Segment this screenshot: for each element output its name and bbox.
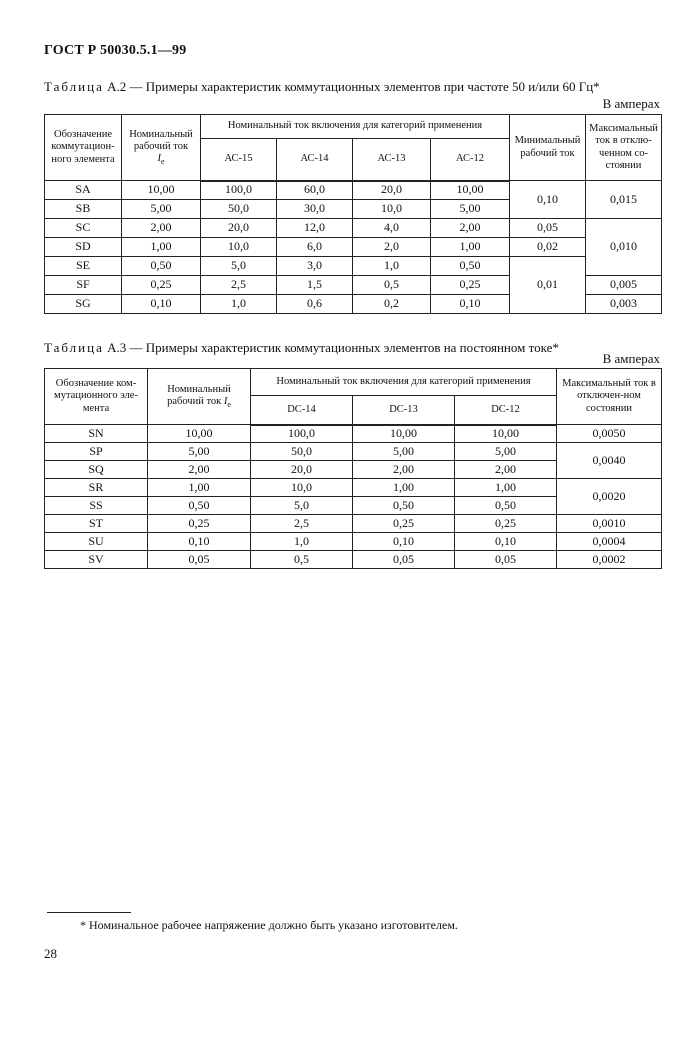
- table-cell: 0,5: [353, 276, 431, 295]
- table-a2-max-value: 0,010: [586, 219, 662, 276]
- table-cell: 0,05: [353, 551, 455, 569]
- table-row: [45, 533, 662, 551]
- table-cell: 10,0: [251, 479, 353, 497]
- table-cell: 0,10: [148, 533, 251, 551]
- table-cell: 5,00: [455, 443, 557, 461]
- table-cell: 0,6: [277, 295, 353, 314]
- table-a3-caption: [44, 340, 559, 356]
- table-cell: 4,0: [353, 219, 431, 238]
- table-a2-max-value: 0,005: [586, 276, 662, 295]
- table-cell: 2,0: [353, 238, 431, 257]
- table-row: [45, 238, 662, 257]
- table-row: [45, 551, 662, 569]
- table-cell: 0,05: [455, 551, 557, 569]
- table-cell: SE: [45, 257, 122, 276]
- table-cell: SD: [45, 238, 122, 257]
- table-cell: SA: [45, 181, 122, 200]
- table-row: [45, 515, 662, 533]
- table-a3-category-dc13: DC-13: [353, 396, 455, 425]
- table-cell: 1,5: [277, 276, 353, 295]
- page-number: 28: [44, 946, 57, 961]
- table-cell: 5,00: [122, 200, 201, 219]
- table-a2-units: В амперах: [602, 96, 660, 111]
- table-a3-max-value: 0,0020: [557, 479, 662, 515]
- footnote-divider: [47, 912, 131, 913]
- table-a3-max-value: 0,0004: [557, 533, 662, 551]
- table-cell: 1,00: [122, 238, 201, 257]
- table-a2-rated-current-label: Номинальный рабочий ток: [129, 128, 193, 152]
- table-cell: 0,5: [251, 551, 353, 569]
- table-cell: 2,5: [251, 515, 353, 533]
- table-a2-category-ac13: АС-13: [353, 139, 431, 181]
- table-cell: 60,0: [277, 181, 353, 200]
- table-a3-designation-header: Обозначение ком-мутационного эле-мента: [45, 369, 148, 425]
- table-a3-category-dc14: DC-14: [251, 396, 353, 425]
- table-cell: SB: [45, 200, 122, 219]
- table-cell: 50,0: [201, 200, 277, 219]
- table-cell: 10,00: [353, 425, 455, 443]
- table-row: [45, 219, 662, 238]
- table-a2-rated-current-sub: e: [160, 157, 165, 167]
- table-cell: SN: [45, 425, 148, 443]
- table-cell: 5,00: [431, 200, 510, 219]
- table-a2-header-row: [45, 115, 662, 139]
- table-a3-rated-current-header: [148, 369, 251, 425]
- table-a2-min-value: 0,05: [510, 219, 586, 238]
- table-row: [45, 443, 662, 461]
- table-a3: [44, 368, 662, 569]
- table-cell: 1,0: [251, 533, 353, 551]
- table-cell: 20,0: [251, 461, 353, 479]
- table-cell: 0,25: [148, 515, 251, 533]
- table-cell: 0,10: [455, 533, 557, 551]
- footnote: * Номинальное рабочее напряжение должно быть указано изготовителем.: [80, 918, 458, 932]
- table-cell: 0,2: [353, 295, 431, 314]
- table-cell: 3,0: [277, 257, 353, 276]
- table-a2-max-value: 0,015: [586, 181, 662, 219]
- table-cell: SC: [45, 219, 122, 238]
- table-cell: 1,00: [353, 479, 455, 497]
- table-a2-caption-word: Таблица: [44, 79, 104, 94]
- table-cell: 0,10: [122, 295, 201, 314]
- table-cell: SQ: [45, 461, 148, 479]
- table-a3-group-header: Номинальный ток включения для категорий применения: [251, 369, 557, 396]
- table-a3-header-row: [45, 369, 662, 396]
- table-a3-rated-current-symbol: I: [223, 395, 228, 407]
- table-a2: [44, 114, 662, 314]
- table-cell: 0,25: [122, 276, 201, 295]
- table-a3-caption-word: Таблица: [44, 340, 104, 355]
- table-cell: 10,0: [201, 238, 277, 257]
- table-cell: 10,00: [148, 425, 251, 443]
- table-row: [45, 425, 662, 443]
- table-a2-caption-text: А.2 — Примеры характеристик коммутационных элементов при частоте 50 и/или 60 Гц*: [103, 79, 600, 94]
- table-cell: 6,0: [277, 238, 353, 257]
- table-cell: 10,0: [353, 200, 431, 219]
- table-a2-caption: [44, 79, 600, 95]
- table-a3-max-value: 0,0010: [557, 515, 662, 533]
- table-cell: 0,10: [353, 533, 455, 551]
- table-a2-min-value: 0,10: [510, 181, 586, 219]
- table-a2-min-current-header: Минимальный рабочий ток: [510, 115, 586, 181]
- table-cell: 2,5: [201, 276, 277, 295]
- table-cell: 0,50: [353, 497, 455, 515]
- table-cell: 30,0: [277, 200, 353, 219]
- table-cell: 10,00: [122, 181, 201, 200]
- table-cell: ST: [45, 515, 148, 533]
- table-cell: 5,0: [201, 257, 277, 276]
- table-cell: 0,05: [148, 551, 251, 569]
- document-code-header: ГОСТ Р 50030.5.1—99: [44, 43, 187, 58]
- table-a2-min-value: 0,01: [510, 257, 586, 314]
- table-cell: 20,0: [201, 219, 277, 238]
- table-cell: SS: [45, 497, 148, 515]
- table-cell: 100,0: [251, 425, 353, 443]
- table-a2-designation-header: Обозначение коммутацион-ного элемента: [45, 115, 122, 181]
- table-cell: 1,0: [201, 295, 277, 314]
- table-cell: SF: [45, 276, 122, 295]
- table-cell: 0,25: [353, 515, 455, 533]
- table-cell: 0,10: [431, 295, 510, 314]
- table-cell: 5,00: [148, 443, 251, 461]
- table-cell: 2,00: [455, 461, 557, 479]
- table-cell: SU: [45, 533, 148, 551]
- table-a3-rated-current-label: Номинальный рабочий ток: [167, 383, 231, 407]
- table-a3-caption-text: А.3 — Примеры характеристик коммутационных элементов на постоянном токе*: [103, 340, 559, 355]
- table-cell: 1,00: [431, 238, 510, 257]
- table-cell: 2,00: [431, 219, 510, 238]
- table-cell: SP: [45, 443, 148, 461]
- table-cell: 5,00: [353, 443, 455, 461]
- table-cell: SG: [45, 295, 122, 314]
- table-cell: 0,50: [148, 497, 251, 515]
- table-cell: 20,0: [353, 181, 431, 200]
- table-a2-group-header: Номинальный ток включения для категорий применения: [201, 115, 510, 139]
- table-cell: 100,0: [201, 181, 277, 200]
- table-cell: 2,00: [122, 219, 201, 238]
- table-a2-max-value: 0,003: [586, 295, 662, 314]
- table-cell: 1,00: [148, 479, 251, 497]
- table-a2-category-ac14: АС-14: [277, 139, 353, 181]
- table-a2-max-off-header: Максимальный ток в отклю-ченном со-стоянии: [586, 115, 662, 181]
- table-a3-max-value: 0,0050: [557, 425, 662, 443]
- table-cell: 5,0: [251, 497, 353, 515]
- table-a2-rated-current-header: [122, 115, 201, 181]
- table-cell: 10,00: [431, 181, 510, 200]
- table-cell: 0,50: [122, 257, 201, 276]
- table-a3-max-value: 0,0002: [557, 551, 662, 569]
- table-cell: 12,0: [277, 219, 353, 238]
- table-a3-max-value: 0,0040: [557, 443, 662, 479]
- table-row: [45, 479, 662, 497]
- table-cell: 0,25: [431, 276, 510, 295]
- table-cell: 10,00: [455, 425, 557, 443]
- table-cell: SV: [45, 551, 148, 569]
- table-cell: 2,00: [353, 461, 455, 479]
- table-cell: 0,50: [431, 257, 510, 276]
- table-a2-rated-current-symbol: I: [157, 152, 161, 164]
- table-cell: 1,00: [455, 479, 557, 497]
- table-a3-category-dc12: DC-12: [455, 396, 557, 425]
- table-cell: 1,0: [353, 257, 431, 276]
- table-a2-category-ac12: АС-12: [431, 139, 510, 181]
- table-cell: 2,00: [148, 461, 251, 479]
- table-a3-rated-current-sub: e: [227, 399, 231, 409]
- table-a3-units: В амперах: [602, 351, 660, 366]
- table-cell: 50,0: [251, 443, 353, 461]
- table-a3-max-off-header: Максимальный ток в отключен-ном состоянии: [557, 369, 662, 425]
- table-cell: SR: [45, 479, 148, 497]
- table-cell: 0,50: [455, 497, 557, 515]
- table-a2-min-value: 0,02: [510, 238, 586, 257]
- table-cell: 0,25: [455, 515, 557, 533]
- table-row: [45, 181, 662, 200]
- table-row: [45, 257, 662, 276]
- table-a2-category-ac15: АС-15: [201, 139, 277, 181]
